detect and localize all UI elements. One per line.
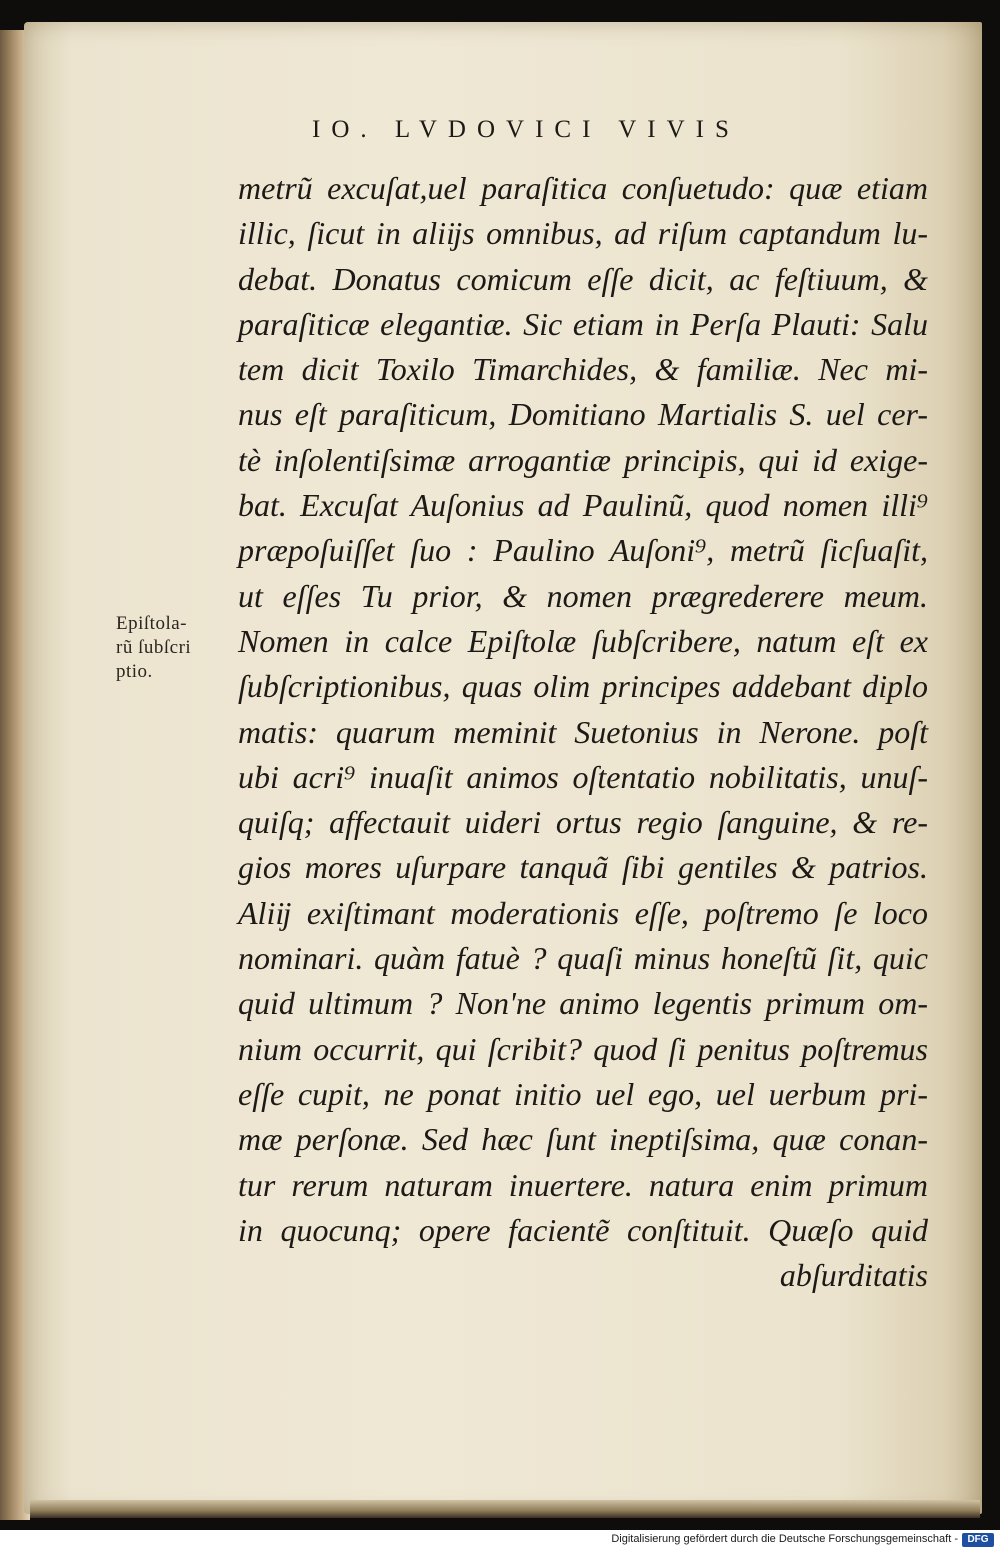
- text-line: bat. Excuſat Auſonius ad Paulinũ, quod nomen illi⁹: [238, 487, 928, 524]
- margin-note-line: Epiſtola-: [116, 613, 187, 634]
- text-line: ſubſcriptionibus, quas olim principes addebant diplo: [238, 668, 928, 705]
- margin-note-line: ptio.: [116, 661, 153, 682]
- text-line: paraſiticæ elegantiæ. Sic etiam in Perſa Plauti: Salu: [238, 305, 928, 342]
- text-line: quiſq; affectauit uideri ortus regio ſanguine, & re-: [238, 804, 928, 841]
- text-line: tè inſolentiſsimæ arrogantiæ principis, qui id exige-: [238, 441, 928, 478]
- margin-note-line: rũ ſubſcri: [116, 637, 192, 658]
- text-line: mæ perſonæ. Sed hæc ſunt ineptiſsima, quæ conan-: [238, 1121, 928, 1158]
- margin-note: [116, 612, 234, 684]
- text-line: tem dicit Toxilo Timarchides, & familiæ. Nec mi-: [238, 351, 928, 388]
- text-line: eſſe cupit, ne ponat initio uel ego, uel uerbum pri-: [238, 1075, 928, 1112]
- text-line: nus eſt paraſiticum, Domitiano Martialis S. uel cer-: [238, 396, 928, 433]
- text-line: præpoſuiſſet ſuo : Paulino Auſoni⁹, metrũ ſicſuaſit,: [238, 532, 928, 569]
- text-line: Nomen in calce Epiſtolæ ſubſcribere, natum eſt ex: [238, 622, 928, 659]
- text-line: illic, ſicut in aliĳs omnibus, ad riſum captandum lu-: [238, 215, 928, 252]
- text-line: matis: quarum meminit Suetonius in Nerone. poſt: [238, 713, 928, 750]
- text-line: metrũ excuſat,uel paraſitica conſuetudo: quæ etiam: [238, 170, 928, 206]
- text-line: in quocunq; opere facientẽ conſtituit. Quæſo quid: [238, 1211, 928, 1248]
- funding-credit: Digitalisierung gefördert durch die Deutsche Forschungsgemeinschaft -: [611, 1533, 958, 1545]
- text-line: debat. Donatus comicum eſſe dicit, ac feſtiuum, &: [238, 260, 928, 297]
- page-bottom-edge: [30, 1500, 980, 1518]
- text-line-catchword: abſurditatis: [779, 1257, 928, 1294]
- running-head: IO. LVDOVICI VIVIS: [312, 116, 740, 143]
- text-line: ut eſſes Tu prior, & nomen prægrederere meum.: [238, 577, 928, 614]
- text-line: tur rerum naturam inuertere. natura enim primum: [238, 1166, 928, 1203]
- body-text: [238, 166, 928, 1298]
- text-line: Aliĳ exiſtimant moderationis eſſe, poſtremo ſe loco: [238, 894, 928, 931]
- footer-bar: [0, 1530, 1000, 1551]
- text-line: nium occurrit, qui ſcribit? quod ſi penitus poſtremus: [238, 1030, 928, 1067]
- text-line: gios mores uſurpare tanquã ſibi gentiles & patrios.: [238, 849, 928, 886]
- text-line: nominari. quàm fatuè ? quaſi minus honeſtũ ſit, quic: [238, 940, 928, 977]
- text-line: quid ultimum ? Non'ne animo legentis primum om-: [238, 985, 928, 1022]
- dfg-logo: DFG: [962, 1533, 994, 1547]
- text-line: ubi acri⁹ inuaſit animos oſtentatio nobilitatis, unuſ-: [238, 758, 928, 795]
